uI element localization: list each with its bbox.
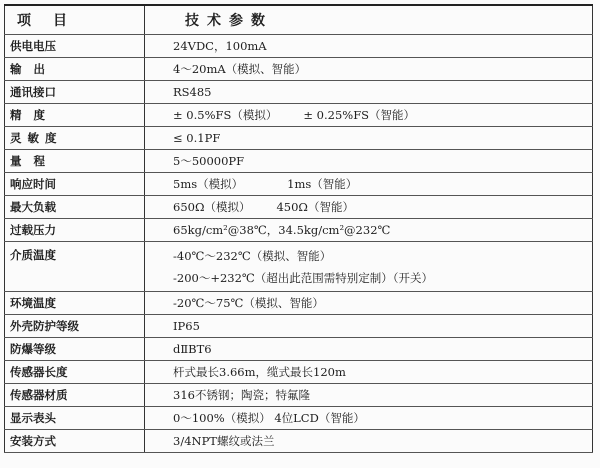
- table-row: [5, 407, 593, 430]
- row-value: 65kg/cm²@38℃，34.5kg/cm²@232℃: [145, 219, 593, 242]
- row-label: 最大负载: [5, 196, 145, 219]
- row-value-a: 5ms（模拟）: [173, 177, 244, 191]
- row-value-b: -200～+232℃（超出此范围需特别定制）（开关）: [173, 270, 434, 285]
- table-row: [5, 242, 593, 292]
- row-value-b: ± 0.25%FS（智能）: [303, 108, 416, 122]
- row-value-a: ± 0.5%FS（模拟）: [173, 108, 278, 122]
- row-value: ≤ 0.1PF: [145, 127, 593, 150]
- row-label: 输出: [5, 58, 145, 81]
- row-label: 安装方式: [5, 430, 145, 453]
- table-row: [5, 104, 593, 127]
- row-label: 外壳防护等级: [5, 315, 145, 338]
- row-label: 响应时间: [5, 173, 145, 196]
- table-row: [5, 58, 593, 81]
- table-row: [5, 127, 593, 150]
- row-value-b: 450Ω（智能）: [276, 200, 354, 214]
- row-value: [145, 104, 593, 127]
- header-item: 项目: [5, 5, 145, 35]
- row-value: -20℃～75℃（模拟、智能）: [145, 292, 593, 315]
- table-row: [5, 173, 593, 196]
- row-value: RS485: [145, 81, 593, 104]
- table-row: [5, 292, 593, 315]
- row-value: IP65: [145, 315, 593, 338]
- table-row: [5, 35, 593, 58]
- row-value: 316不锈钢；陶瓷；特氟隆: [145, 384, 593, 407]
- row-label: 精度: [5, 104, 145, 127]
- table-row: [5, 81, 593, 104]
- spec-table: [4, 4, 593, 453]
- row-label: 防爆等级: [5, 338, 145, 361]
- row-label: 过载压力: [5, 219, 145, 242]
- table-row: [5, 361, 593, 384]
- row-value: 24VDC，100mA: [145, 35, 593, 58]
- header-spec: 技术参数: [145, 5, 593, 35]
- row-label: 传感器长度: [5, 361, 145, 384]
- table-header-row: [5, 5, 593, 35]
- row-label: 灵敏度: [5, 127, 145, 150]
- row-value: [145, 196, 593, 219]
- table-row: [5, 338, 593, 361]
- row-value-a: 650Ω（模拟）: [173, 200, 251, 214]
- row-label: 量程: [5, 150, 145, 173]
- row-label: 环境温度: [5, 292, 145, 315]
- row-value-b: 1ms（智能）: [287, 177, 358, 191]
- table-row: [5, 150, 593, 173]
- table-row: [5, 384, 593, 407]
- table-row: [5, 196, 593, 219]
- row-value: 3/4NPT螺纹或法兰: [145, 430, 593, 453]
- table-row: [5, 315, 593, 338]
- row-label: 介质温度: [5, 242, 145, 292]
- row-label: 通讯接口: [5, 81, 145, 104]
- row-value: [145, 242, 593, 292]
- row-value: 4～20mA（模拟、智能）: [145, 58, 593, 81]
- table-row: [5, 430, 593, 453]
- row-value: dⅡBT6: [145, 338, 593, 361]
- row-label: 传感器材质: [5, 384, 145, 407]
- spec-sheet: [4, 4, 592, 462]
- row-value: [145, 173, 593, 196]
- table-row: [5, 219, 593, 242]
- row-value: 5～50000PF: [145, 150, 593, 173]
- row-value: 杆式最长3.66m，缆式最长120m: [145, 361, 593, 384]
- row-label: 供电电压: [5, 35, 145, 58]
- row-value: 0～100%（模拟） 4位LCD（智能）: [145, 407, 593, 430]
- row-label: 显示表头: [5, 407, 145, 430]
- row-value-a: -40℃～232℃（模拟、智能）: [173, 248, 332, 263]
